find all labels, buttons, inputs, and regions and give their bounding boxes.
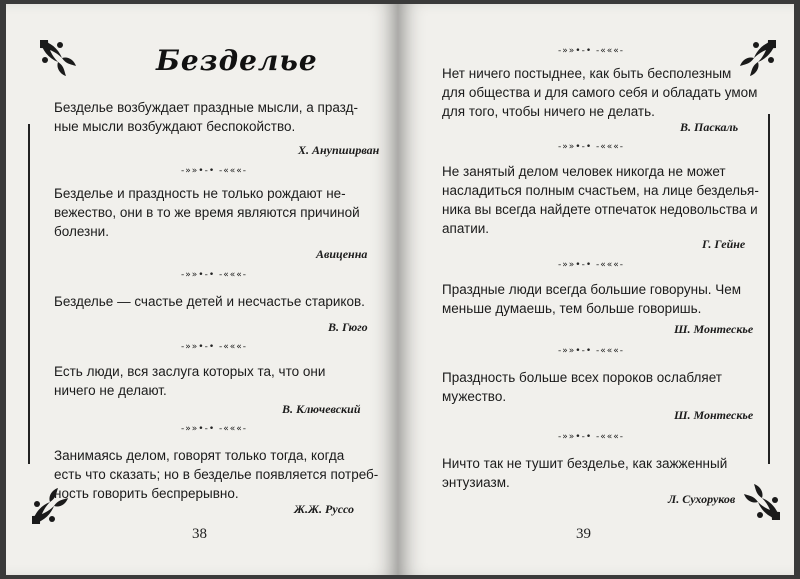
quote-line: Праздность больше всех пороков ослабляет <box>442 370 722 385</box>
quote-line: Не занятый делом человек никогда не может <box>442 164 726 179</box>
quote-line: Безделье возбуждает праздные мысли, а празд- <box>54 100 358 115</box>
quote-author: Ш. Монтескье <box>674 408 754 422</box>
quote-author: Ж.Ж. Руссо <box>294 502 355 516</box>
quote-line: апатии. <box>442 221 490 236</box>
quote-author: Авиценна <box>316 247 368 261</box>
quote <box>442 64 772 121</box>
quote-line: мужество. <box>442 389 507 404</box>
quote-line: Безделье — счастье детей и несчастье стариков. <box>54 294 365 309</box>
quote <box>442 454 772 492</box>
quote-author: Х. Анупширван <box>298 143 380 157</box>
ornament-divider: -»»•-• -«««- <box>558 46 624 56</box>
quote-line: Ничто так не тушит безделье, как зажженный <box>442 456 728 471</box>
page-number: 38 <box>192 526 207 542</box>
quote-line: для общества и для самого себя и обладать умом <box>442 85 758 100</box>
quote-line: меньше думаешь, тем больше говоришь. <box>442 301 702 316</box>
quote <box>442 368 772 406</box>
quote <box>54 292 384 311</box>
quote-line: есть что сказать; но в безделье появляется потреб- <box>54 467 379 482</box>
quote-line: Праздные люди всегда большие говоруны. Чем <box>442 282 742 297</box>
quote <box>54 184 384 241</box>
quote <box>442 162 772 238</box>
ornament-divider: -»»•-• -«««- <box>181 166 247 176</box>
quote-line: вежество, они в то же время являются причиной <box>54 205 360 220</box>
ornament-divider: -»»•-• -«««- <box>181 270 247 280</box>
ornament-divider: -»»•-• -«««- <box>181 424 247 434</box>
ornament-divider: -»»•-• -«««- <box>181 342 247 352</box>
quote-line: Занимаясь делом, говорят только тогда, когда <box>54 448 345 463</box>
quote-author: В. Гюго <box>328 320 368 334</box>
quote-line: энтузиазм. <box>442 475 510 490</box>
quote-line: для того, чтобы ничего не делать. <box>442 104 655 119</box>
quote-line: Нет ничего постыднее, как быть бесполезным <box>442 66 732 81</box>
quote-line: ничего не делают. <box>54 383 167 398</box>
quote-line: болезни. <box>54 224 109 239</box>
quote-line: ника вы всегда найдете отпечаток недовольства и <box>442 202 758 217</box>
quote-author: Ш. Монтескье <box>674 322 754 336</box>
quote <box>54 446 384 503</box>
quote-author: В. Паскаль <box>680 120 739 134</box>
ornament-divider: -»»•-• -«««- <box>558 142 624 152</box>
ornament-divider: -»»•-• -«««- <box>558 346 624 356</box>
quote-author: Г. Гейне <box>702 237 746 251</box>
left-page <box>6 4 398 575</box>
ornament-divider: -»»•-• -«««- <box>558 260 624 270</box>
decorative-border <box>28 124 30 464</box>
floral-corner-icon <box>36 36 82 82</box>
quote-author: Л. Сухоруков <box>668 492 736 506</box>
ornament-divider: -»»•-• -«««- <box>558 432 624 442</box>
right-page <box>398 4 794 575</box>
quote <box>54 362 384 400</box>
quote-line: ные мысли возбуждают беспокойство. <box>54 119 296 134</box>
quote <box>442 280 772 318</box>
quote-line: ность говорить беспрерывно. <box>54 486 239 501</box>
book-spread <box>6 4 794 575</box>
quote-line: Безделье и праздность не только рождают не- <box>54 186 346 201</box>
quote-line: насладиться полным счастьем, на лице безделья- <box>442 183 759 198</box>
quote-line: Есть люди, вся заслуга которых та, что они <box>54 364 326 379</box>
quote-author: В. Ключевский <box>282 402 361 416</box>
page-number: 39 <box>576 526 591 542</box>
page-title: Безделье <box>156 44 318 77</box>
quote <box>54 98 384 136</box>
